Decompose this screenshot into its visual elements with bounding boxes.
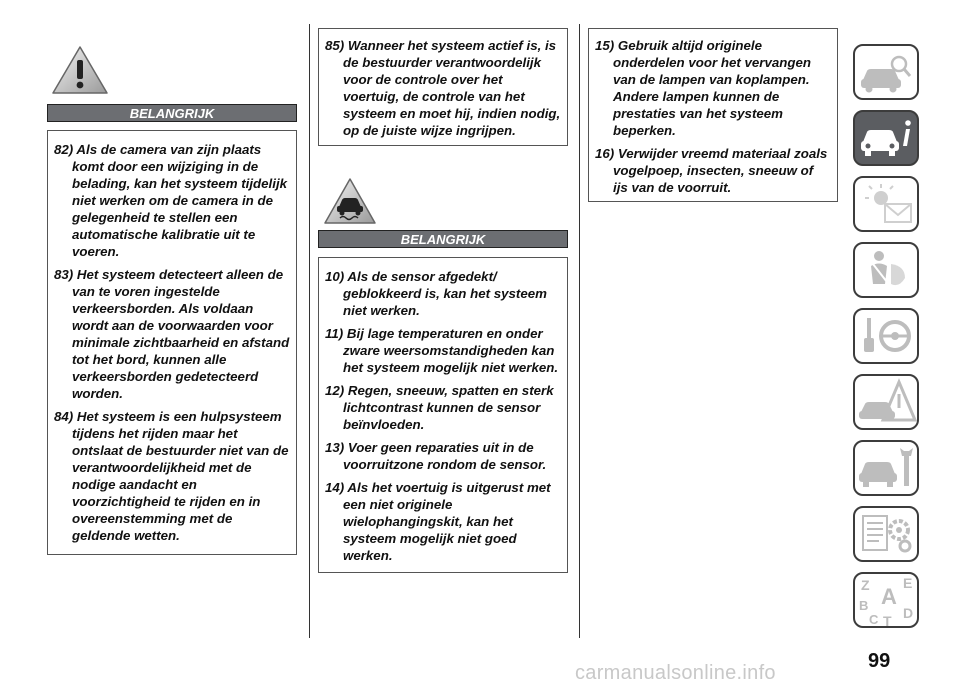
car-wrench-icon bbox=[855, 442, 917, 494]
tab-maintenance[interactable] bbox=[853, 440, 919, 496]
note-item: 12) Regen, sneeuw, spatten en sterk lichtcontrast kunnen de sensor beïnvloeden. bbox=[325, 383, 554, 432]
note-item: 14) Als het voertuig is uitgerust met een niet originele wielophangingskit, kan het systeem mogelijk niet goed werken. bbox=[325, 480, 551, 563]
lamp-notes-box bbox=[588, 28, 838, 202]
index-letter: E bbox=[903, 575, 913, 591]
note-item: 16) Verwijder vreemd materiaal zoals vogelpoep, insecten, sneeuw of ijs van de voorruit. bbox=[595, 146, 828, 195]
car-info-icon bbox=[855, 112, 917, 164]
slippery-car-warning-icon bbox=[322, 176, 378, 231]
tab-warning-lights[interactable] bbox=[853, 176, 919, 232]
note-item: 84) Het systeem is een hulpsysteem tijdens het rijden maar het ontslaat de bestuurder niet van de verantwoordelijkheid met de nodige aandacht en voorzichtigheid te rijden en in overeenstemming met de geldende wetten. bbox=[54, 409, 289, 543]
tab-starting[interactable] bbox=[853, 308, 919, 364]
specs-gear-icon bbox=[855, 508, 917, 560]
tab-emergency[interactable] bbox=[853, 374, 919, 430]
emergency-triangle-icon bbox=[855, 376, 917, 428]
tab-car-search[interactable] bbox=[853, 44, 919, 100]
important-notes-box bbox=[47, 130, 297, 555]
warning-light-message-icon bbox=[855, 178, 917, 230]
tab-index[interactable] bbox=[853, 572, 919, 628]
note-item: 15) Gebruik altijd originele onderdelen voor het vervangen van de lampen van koplampen. Andere lampen kunnen de prestaties van het systeem beperken. bbox=[595, 38, 812, 138]
note-item: 11) Bij lage temperaturen en onder zware weersomstandigheden kan het systeem mogelijk niet werken. bbox=[325, 326, 559, 375]
note-item: 13) Voer geen reparaties uit in de voorruitzone rondom de sensor. bbox=[325, 440, 547, 472]
note-item: 82) Als de camera van zijn plaats komt door een wijziging in de belading, kan het systeem tijdelijk niet werken om de camera in de gelegenheid te stellen een automatische kalibratie uit te voeren. bbox=[54, 142, 288, 259]
column-divider-1 bbox=[309, 24, 310, 638]
index-letter: A bbox=[881, 584, 897, 609]
watermark: carmanualsonline.info bbox=[575, 662, 776, 684]
note-item: 10) Als de sensor afgedekt/ geblokkeerd is, kan het systeem niet werken. bbox=[325, 269, 547, 318]
alphabet-index-icon bbox=[855, 574, 917, 626]
page-number: 99 bbox=[868, 650, 891, 672]
key-steering-wheel-icon bbox=[855, 310, 917, 362]
important-banner: BELANGRIJK bbox=[47, 104, 297, 122]
car-search-icon bbox=[855, 46, 917, 98]
index-letter: C bbox=[869, 612, 879, 626]
sensor-notes-box bbox=[318, 257, 568, 573]
seatbelt-airbag-icon bbox=[855, 244, 917, 296]
tab-car-info[interactable] bbox=[853, 110, 919, 166]
index-letter: Z bbox=[861, 577, 870, 593]
tab-technical-data[interactable] bbox=[853, 506, 919, 562]
column-divider-2 bbox=[579, 24, 580, 638]
index-letter: T bbox=[883, 613, 892, 626]
note-item: 83) Het systeem detecteert alleen de van te voren ingestelde verkeersborden. Als voldaan wordt aan de voorwaarden voor minimale zichtbaarheid en afstand tot het bord, kunnen alle verkeersborden gedetecteerd worden. bbox=[54, 267, 290, 401]
tab-safety[interactable] bbox=[853, 242, 919, 298]
important-banner: BELANGRIJK bbox=[318, 230, 568, 248]
index-letter: B bbox=[859, 598, 869, 613]
note-item: 85) Wanneer het systeem actief is, is de bestuurder verantwoordelijk voor de controle over het voertuig, de controle van het systeem en moet hij, indien nodig, op de juiste wijze ingrijpen. bbox=[325, 38, 561, 138]
index-letter: D bbox=[903, 605, 914, 621]
continued-notes-box bbox=[318, 28, 568, 146]
warning-triangle-icon bbox=[50, 44, 110, 101]
